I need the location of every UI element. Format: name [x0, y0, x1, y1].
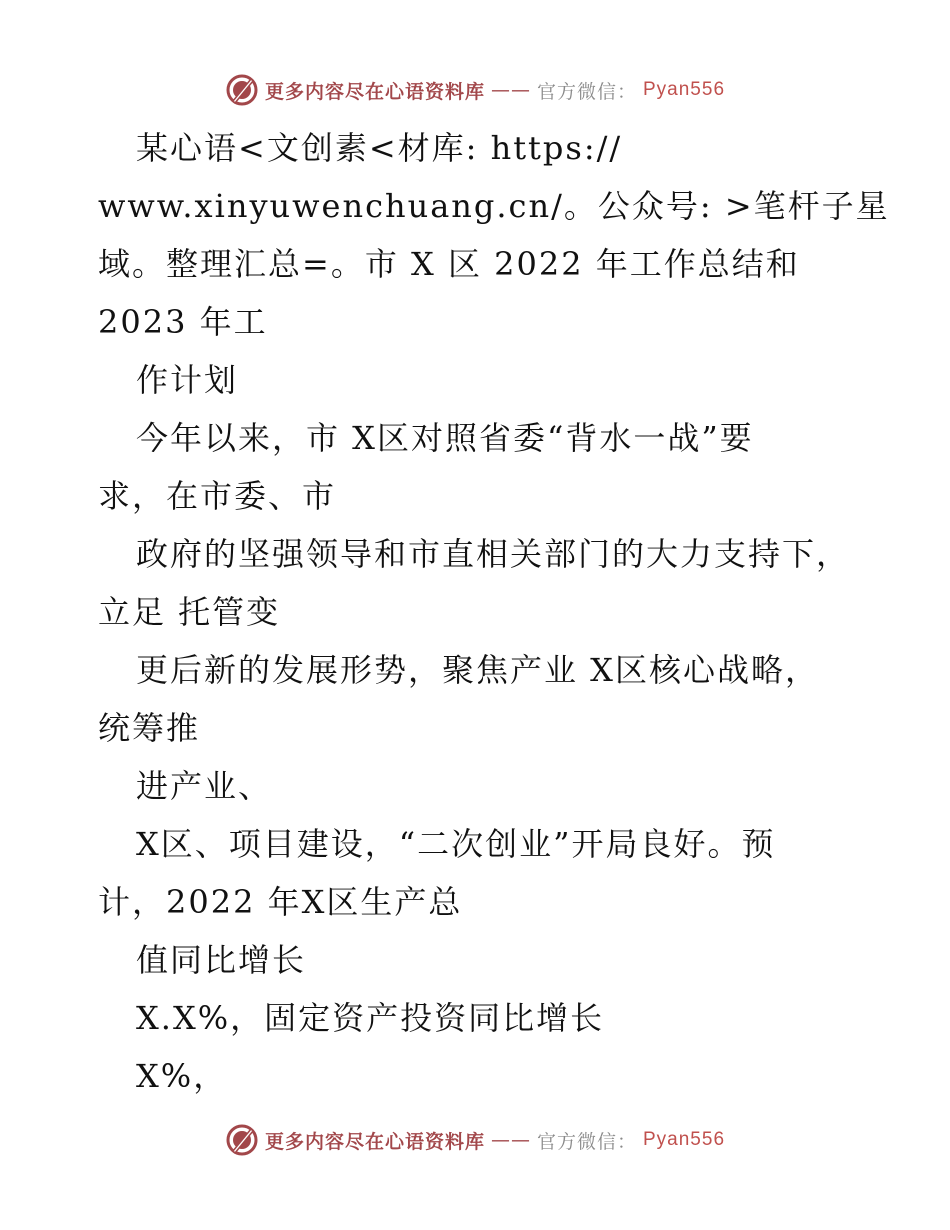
text-line: 求，在市委、市: [98, 477, 337, 515]
watermark-wechat-id: Pyan556: [643, 79, 726, 100]
text-line: X区、项目建设，“二次创业”开局良好。预: [136, 825, 776, 863]
quill-seal-icon: [225, 1123, 259, 1157]
text-line: 值同比增长: [136, 941, 307, 979]
watermark-wechat-id: Pyan556: [643, 1129, 726, 1150]
watermark-label: 官方微信：: [536, 1130, 637, 1153]
text-line: 2023 年工: [98, 303, 268, 341]
text-line: 政府的坚强领导和市直相关部门的大力支持下，: [136, 535, 851, 573]
text-line: 统筹推: [98, 709, 201, 747]
text-line: X%，: [136, 1057, 228, 1095]
footer-watermark-inner: [225, 1123, 725, 1157]
watermark-dash: ——: [490, 1129, 531, 1151]
watermark-prefix: 更多内容尽在心语资料库: [264, 1130, 485, 1153]
text-line: 域。整理汇总=。市 X 区 2022 年工作总结和: [98, 245, 800, 283]
footer-watermark: [0, 1118, 950, 1162]
watermark-dash: ——: [490, 79, 531, 101]
header-watermark-inner: [225, 73, 725, 107]
header-watermark: [0, 68, 950, 112]
text-line: 更后新的发展形势，聚焦产业 X区核心战略，: [136, 651, 819, 689]
watermark-label: 官方微信：: [536, 80, 637, 103]
text-line: 进产业、: [136, 767, 273, 805]
text-line: 计，2022 年X区生产总: [98, 883, 463, 921]
text-line: 立足 托管变: [98, 593, 281, 631]
text-line: 某心语<文创素<材库: https://: [136, 129, 623, 167]
text-line: 作计划: [136, 361, 239, 399]
text-line: X.X%，固定资产投资同比增长: [136, 999, 605, 1037]
text-line: www.xinyuwenchuang.cn/。公众号: >笔杆子星: [98, 187, 890, 225]
quill-seal-icon: [225, 73, 259, 107]
text-line: 今年以来，市 X区对照省委“背水一战”要: [136, 419, 754, 457]
watermark-prefix: 更多内容尽在心语资料库: [264, 80, 485, 103]
